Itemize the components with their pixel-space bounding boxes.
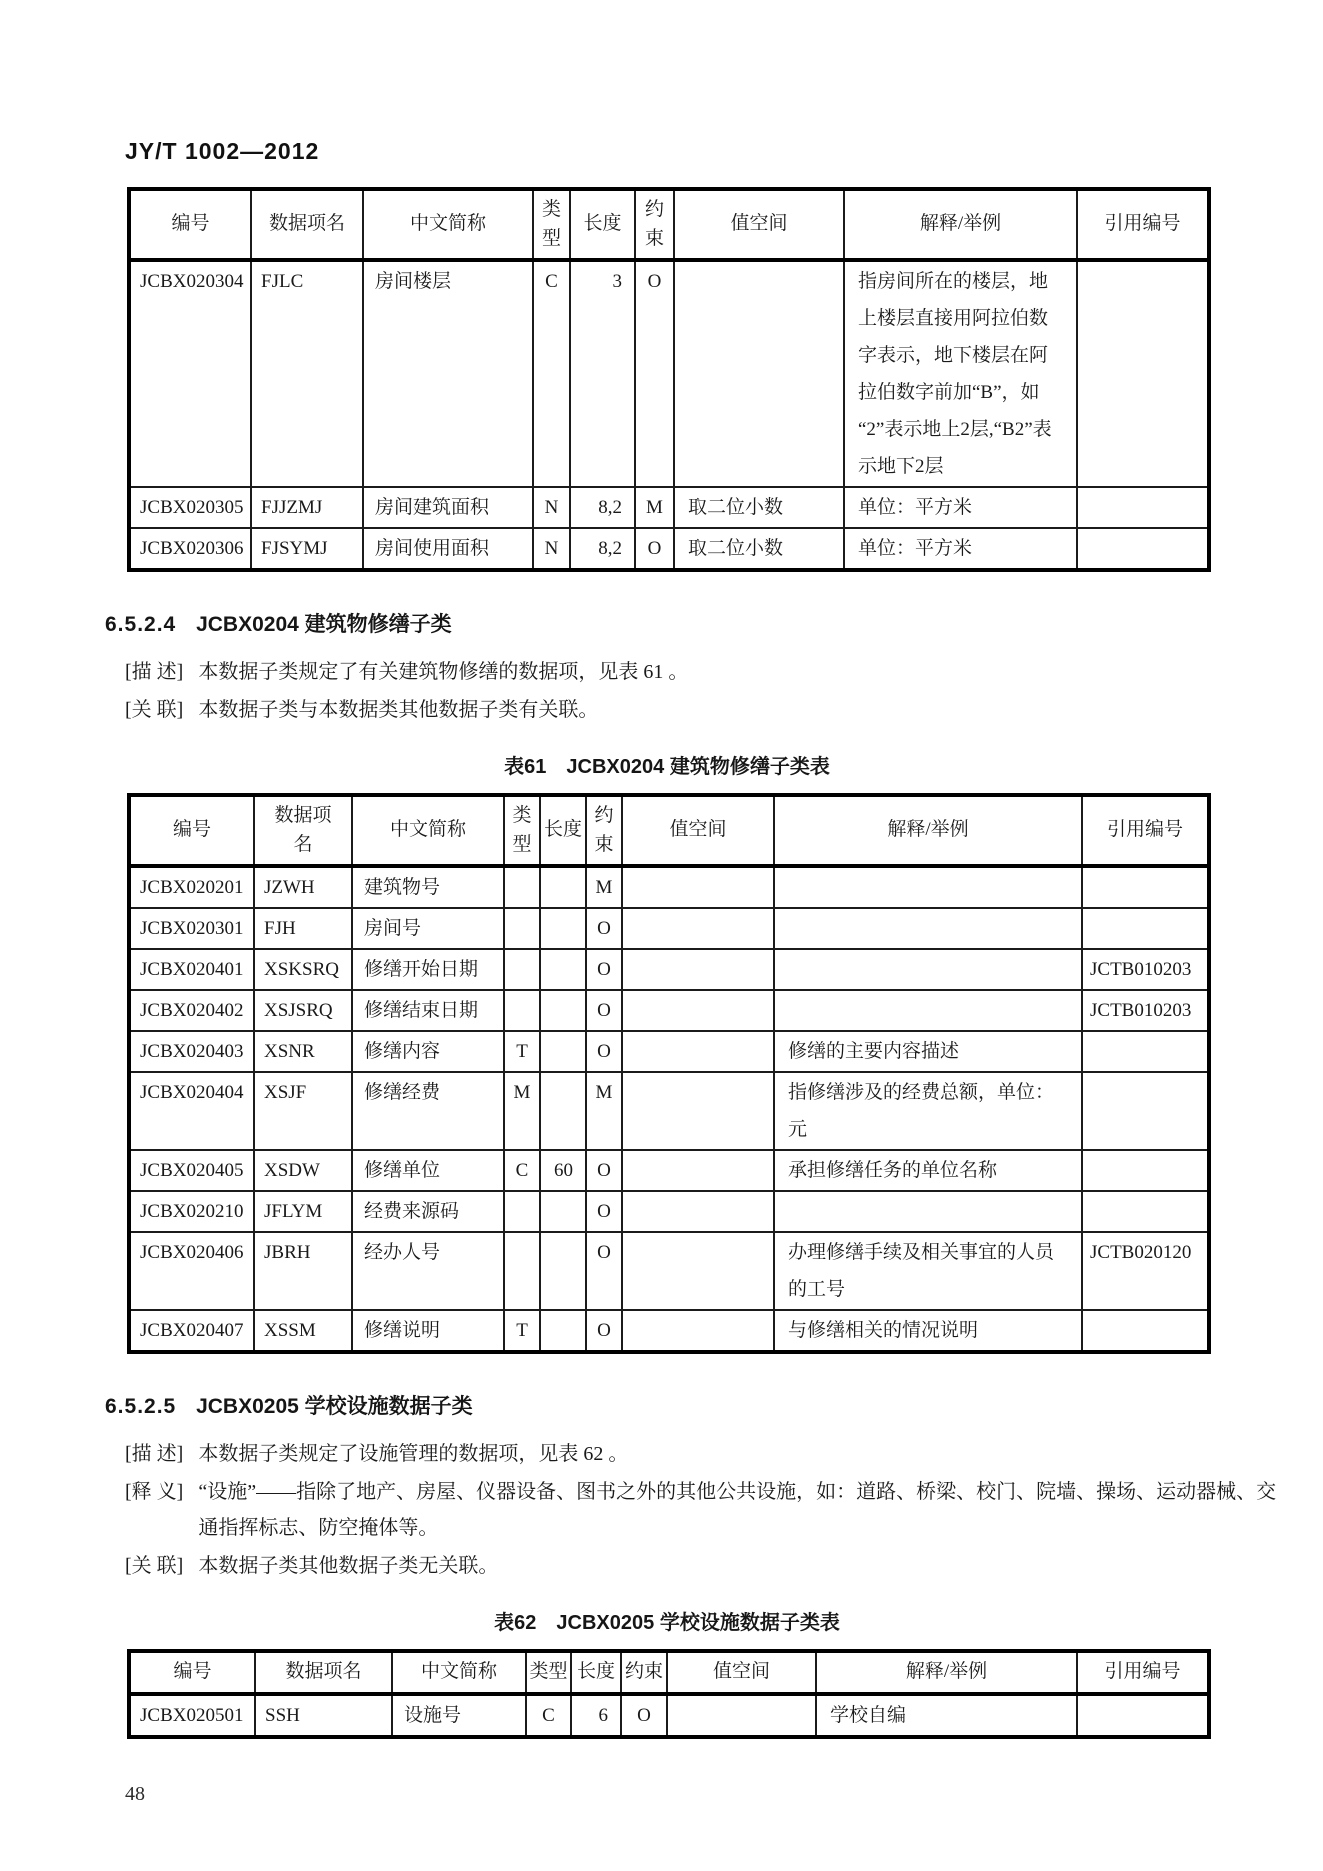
table-61-building-repair xyxy=(127,793,1211,1354)
table-cell xyxy=(504,866,540,908)
table-row xyxy=(129,260,1209,487)
table-row xyxy=(129,1310,1209,1352)
table-cell: JCBX020306 xyxy=(129,528,251,570)
col-header-length: 长度 xyxy=(571,1651,621,1694)
col-header-cn-name: 中文简称 xyxy=(352,795,504,866)
table-cell: O xyxy=(586,949,622,990)
col-header-type: 类型 xyxy=(533,189,570,260)
table-cell xyxy=(540,1191,586,1232)
table-cell xyxy=(504,908,540,949)
paragraph-label: [关 联] xyxy=(125,699,184,721)
table-cell: O xyxy=(586,908,622,949)
table-row xyxy=(129,908,1209,949)
table62-caption: 表62 JCBX0205 学校设施数据子类表 xyxy=(494,1612,840,1634)
table-cell: XSSM xyxy=(254,1310,352,1352)
paragraph-text: 本数据子类规定了设施管理的数据项，见表 62 。 xyxy=(198,1443,629,1465)
table-cell xyxy=(622,1191,774,1232)
col-header-explanation: 解释/举例 xyxy=(844,189,1077,260)
table-cell xyxy=(1082,1072,1209,1150)
table-row xyxy=(129,1191,1209,1232)
table-cell: JZWH xyxy=(254,866,352,908)
col-header-length: 长度 xyxy=(570,189,635,260)
table-cell: JCBX020501 xyxy=(129,1694,255,1737)
section-number: 6.5.2.5 xyxy=(105,1395,177,1418)
table-cell: M xyxy=(504,1072,540,1150)
table-row xyxy=(129,487,1209,528)
paragraph-text: 本数据子类其他数据子类无关联。 xyxy=(198,1555,499,1577)
table-cell xyxy=(622,866,774,908)
table-row xyxy=(129,528,1209,570)
col-header-length: 长度 xyxy=(540,795,586,866)
table-cell xyxy=(622,1150,774,1191)
paragraph-definition xyxy=(125,1474,1283,1546)
table-cell: N xyxy=(533,487,570,528)
table-cell: JBRH xyxy=(254,1232,352,1310)
col-header-explanation: 解释/举例 xyxy=(774,795,1082,866)
table-cell: C xyxy=(526,1694,571,1737)
table-cell: 修缮说明 xyxy=(352,1310,504,1352)
table-cell xyxy=(622,1232,774,1310)
table-cell xyxy=(622,949,774,990)
page-number: 48 xyxy=(125,1782,145,1805)
col-header-number: 编号 xyxy=(129,795,254,866)
col-header-number: 编号 xyxy=(129,1651,255,1694)
table-cell: 取二位小数 xyxy=(674,528,844,570)
col-header-type: 类型 xyxy=(526,1651,571,1694)
table-cell: 修缮经费 xyxy=(352,1072,504,1150)
table-cell xyxy=(622,1310,774,1352)
table-cell xyxy=(504,990,540,1031)
table-header-row xyxy=(129,795,1209,866)
col-header-value-space: 值空间 xyxy=(674,189,844,260)
table-cell: 承担修缮任务的单位名称 xyxy=(774,1150,1082,1191)
table-cell: XSJF xyxy=(254,1072,352,1150)
col-header-reference: 引用编号 xyxy=(1077,189,1209,260)
table-cell: O xyxy=(586,990,622,1031)
table-cell: M xyxy=(586,866,622,908)
table-cell: O xyxy=(586,1031,622,1072)
col-header-constraint: 约束 xyxy=(586,795,622,866)
table-cell xyxy=(540,990,586,1031)
table-cell xyxy=(667,1694,816,1737)
table-cell: O xyxy=(586,1232,622,1310)
table-row xyxy=(129,1072,1209,1150)
table-cell xyxy=(504,1191,540,1232)
table-cell: 修缮结束日期 xyxy=(352,990,504,1031)
table-row xyxy=(129,866,1209,908)
table-cell xyxy=(540,908,586,949)
paragraph-description xyxy=(125,1436,1283,1472)
table-cell: 单位：平方米 xyxy=(844,487,1077,528)
table-cell: JCBX020304 xyxy=(129,260,251,487)
paragraph-description xyxy=(125,654,1283,690)
table-cell xyxy=(540,866,586,908)
table-cell: O xyxy=(586,1310,622,1352)
table-cell: 设施号 xyxy=(392,1694,526,1737)
table-cell xyxy=(622,1072,774,1150)
table-room-data-continued xyxy=(127,187,1211,572)
col-header-type: 类型 xyxy=(504,795,540,866)
table-cell: JCTB010203 xyxy=(1082,949,1209,990)
col-header-value-space: 值空间 xyxy=(622,795,774,866)
col-header-item-name: 数据项名 xyxy=(254,795,352,866)
table-cell: C xyxy=(533,260,570,487)
table-cell xyxy=(622,990,774,1031)
col-header-item-name: 数据项名 xyxy=(255,1651,392,1694)
table-header-row xyxy=(129,1651,1209,1694)
table-cell: 与修缮相关的情况说明 xyxy=(774,1310,1082,1352)
table-row xyxy=(129,990,1209,1031)
table-cell: O xyxy=(586,1191,622,1232)
paragraph-text: 本数据子类与本数据类其他数据子类有关联。 xyxy=(198,699,599,721)
col-header-cn-name: 中文简称 xyxy=(363,189,533,260)
table61-caption: 表61 JCBX0204 建筑物修缮子类表 xyxy=(504,756,830,778)
table-cell: SSH xyxy=(255,1694,392,1737)
table-cell: FJH xyxy=(254,908,352,949)
table-cell: JCBX020406 xyxy=(129,1232,254,1310)
table-cell: JCBX020305 xyxy=(129,487,251,528)
table-cell: 取二位小数 xyxy=(674,487,844,528)
table-cell: O xyxy=(635,528,674,570)
table-cell: JCBX020301 xyxy=(129,908,254,949)
table-cell: JFLYM xyxy=(254,1191,352,1232)
paragraph-relation xyxy=(125,1548,1283,1584)
table-cell: O xyxy=(635,260,674,487)
table-cell: 房间号 xyxy=(352,908,504,949)
table-cell: JCBX020403 xyxy=(129,1031,254,1072)
table-cell xyxy=(1077,1694,1209,1737)
document-code: JY/T 1002—2012 xyxy=(125,138,320,164)
table-cell: XSDW xyxy=(254,1150,352,1191)
table-cell: M xyxy=(586,1072,622,1150)
table-row xyxy=(129,1232,1209,1310)
table-header-row xyxy=(129,189,1209,260)
col-header-value-space: 值空间 xyxy=(667,1651,816,1694)
table-row xyxy=(129,1031,1209,1072)
col-header-reference: 引用编号 xyxy=(1077,1651,1209,1694)
table-cell: 8,2 xyxy=(570,487,635,528)
table-cell: JCBX020404 xyxy=(129,1072,254,1150)
table-cell: JCTB020120 xyxy=(1082,1232,1209,1310)
table-cell: O xyxy=(621,1694,667,1737)
table-cell: O xyxy=(586,1150,622,1191)
table-cell xyxy=(674,260,844,487)
table-cell xyxy=(774,990,1082,1031)
table-cell xyxy=(540,1310,586,1352)
table-cell xyxy=(540,949,586,990)
table-cell: 建筑物号 xyxy=(352,866,504,908)
table-cell: JCTB010203 xyxy=(1082,990,1209,1031)
table-cell: 指修缮涉及的经费总额，单位：元 xyxy=(774,1072,1082,1150)
table-cell xyxy=(540,1072,586,1150)
table-cell: JCBX020405 xyxy=(129,1150,254,1191)
table-cell xyxy=(1077,487,1209,528)
table-cell: 办理修缮手续及相关事宜的人员的工号 xyxy=(774,1232,1082,1310)
table-cell: 60 xyxy=(540,1150,586,1191)
table-cell xyxy=(622,908,774,949)
col-header-constraint: 约束 xyxy=(621,1651,667,1694)
table-cell xyxy=(774,866,1082,908)
table-cell xyxy=(540,1232,586,1310)
table-cell xyxy=(504,1232,540,1310)
table-cell: 经办人号 xyxy=(352,1232,504,1310)
table-cell: FJLC xyxy=(251,260,363,487)
table-row xyxy=(129,1150,1209,1191)
paragraph-label: [关 联] xyxy=(125,1555,184,1577)
table-cell xyxy=(1077,528,1209,570)
table-cell: JCBX020407 xyxy=(129,1310,254,1352)
table-cell: T xyxy=(504,1310,540,1352)
col-header-cn-name: 中文简称 xyxy=(392,1651,526,1694)
table-cell: 修缮开始日期 xyxy=(352,949,504,990)
table-62-school-facility xyxy=(127,1649,1211,1739)
table-cell: XSJSRQ xyxy=(254,990,352,1031)
section-number: 6.5.2.4 xyxy=(105,613,177,636)
table-cell: 修缮单位 xyxy=(352,1150,504,1191)
table-cell: 单位：平方米 xyxy=(844,528,1077,570)
table-cell: M xyxy=(635,487,674,528)
paragraph-label: [描 述] xyxy=(125,661,184,683)
col-header-item-name: 数据项名 xyxy=(251,189,363,260)
col-header-explanation: 解释/举例 xyxy=(816,1651,1077,1694)
section-heading-6-5-2-4 xyxy=(105,608,1323,638)
table-cell: 8,2 xyxy=(570,528,635,570)
table-cell: FJSYMJ xyxy=(251,528,363,570)
table-row xyxy=(129,1694,1209,1737)
table-cell: JCBX020402 xyxy=(129,990,254,1031)
table-cell: 指房间所在的楼层，地上楼层直接用阿拉伯数字表示，地下楼层在阿拉伯数字前加“B”，如“2”表示地上2层,“B2”表示地下2层 xyxy=(844,260,1077,487)
paragraph-text: “设施”——指除了地产、房屋、仪器设备、图书之外的其他公共设施，如：道路、桥梁、校门、院墙、操场、运动器械、交通指挥标志、防空掩体等。 xyxy=(198,1481,1277,1539)
col-header-constraint: 约束 xyxy=(635,189,674,260)
table-cell: JCBX020210 xyxy=(129,1191,254,1232)
table-cell: 经费来源码 xyxy=(352,1191,504,1232)
table-row xyxy=(129,949,1209,990)
section-title: JCBX0204 建筑物修缮子类 xyxy=(196,613,452,636)
col-header-number: 编号 xyxy=(129,189,251,260)
table-cell xyxy=(774,1191,1082,1232)
table-cell xyxy=(1082,866,1209,908)
table-cell: 学校自编 xyxy=(816,1694,1077,1737)
paragraph-relation xyxy=(125,692,1283,728)
table-cell: T xyxy=(504,1031,540,1072)
table-cell xyxy=(1082,1150,1209,1191)
table-cell: XSKSRQ xyxy=(254,949,352,990)
paragraph-label: [释 义] xyxy=(125,1481,184,1503)
table-cell: 房间楼层 xyxy=(363,260,533,487)
table-cell: JCBX020201 xyxy=(129,866,254,908)
table-cell: 修缮内容 xyxy=(352,1031,504,1072)
table-cell xyxy=(540,1031,586,1072)
table-cell: 房间建筑面积 xyxy=(363,487,533,528)
table-cell: 6 xyxy=(571,1694,621,1737)
paragraph-text: 本数据子类规定了有关建筑物修缮的数据项，见表 61 。 xyxy=(198,661,689,683)
table-cell: 房间使用面积 xyxy=(363,528,533,570)
section-title: JCBX0205 学校设施数据子类 xyxy=(196,1395,473,1418)
table-cell: 3 xyxy=(570,260,635,487)
table-cell: FJJZMJ xyxy=(251,487,363,528)
table-cell: XSNR xyxy=(254,1031,352,1072)
table-cell xyxy=(774,908,1082,949)
table-cell xyxy=(1082,908,1209,949)
paragraph-label: [描 述] xyxy=(125,1443,184,1465)
table-cell xyxy=(774,949,1082,990)
table-cell xyxy=(1077,260,1209,487)
table-cell: N xyxy=(533,528,570,570)
table-cell xyxy=(622,1031,774,1072)
table-cell: JCBX020401 xyxy=(129,949,254,990)
table-cell: C xyxy=(504,1150,540,1191)
table-cell: 修缮的主要内容描述 xyxy=(774,1031,1082,1072)
col-header-reference: 引用编号 xyxy=(1082,795,1209,866)
table-cell xyxy=(504,949,540,990)
table-cell xyxy=(1082,1031,1209,1072)
table-cell xyxy=(1082,1191,1209,1232)
table-cell xyxy=(1082,1310,1209,1352)
section-heading-6-5-2-5 xyxy=(105,1390,1323,1420)
